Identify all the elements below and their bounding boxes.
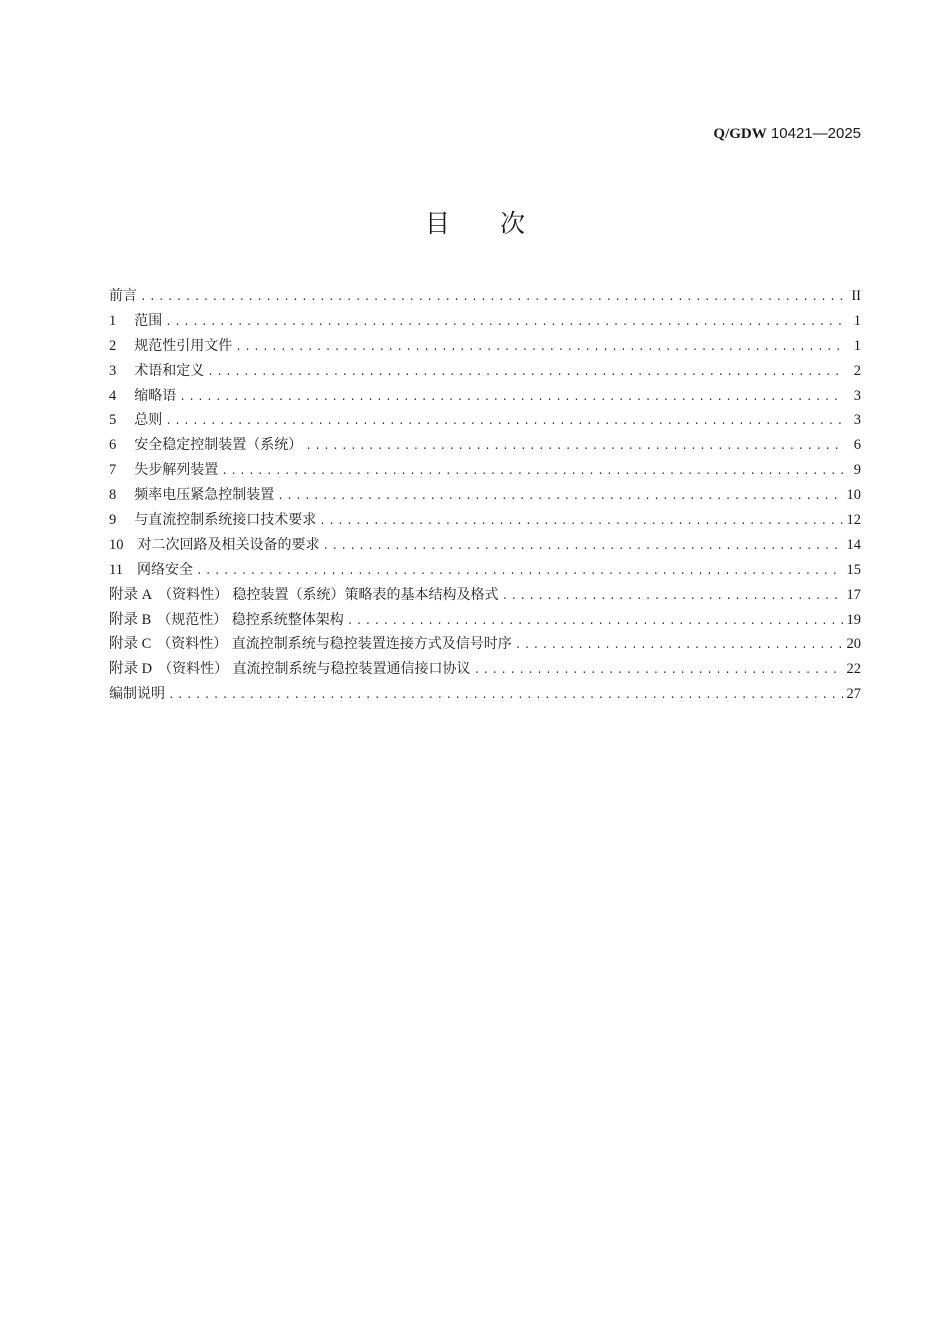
toc-entry-page: 22 (846, 661, 861, 678)
toc-entry-label: 与直流控制系统接口技术要求 (134, 512, 317, 529)
toc-entry[interactable] (109, 384, 861, 409)
toc-entry-number: 5 (109, 412, 117, 429)
toc-entry-page: 1 (853, 337, 861, 354)
toc-entry-label: 网络安全 (136, 561, 193, 578)
toc-entry[interactable] (109, 408, 861, 433)
standard-code-number: 10421—2025 (766, 125, 861, 142)
toc-dot-leader (305, 435, 843, 460)
toc-entry-page: 20 (846, 636, 861, 653)
toc-entry-page: 14 (846, 536, 861, 553)
toc-dot-leader (179, 386, 843, 411)
toc-entry-label: （资料性） 直流控制系统与稳控装置连接方式及信号时序 (157, 636, 512, 653)
toc-entry[interactable] (109, 657, 861, 682)
toc-dot-leader (235, 336, 843, 361)
toc-entry-number: 6 (109, 437, 117, 454)
toc-entry-number: 1 (109, 312, 117, 329)
toc-entry-label: 规范性引用文件 (134, 337, 233, 354)
toc-entry-number: 3 (109, 362, 117, 379)
toc-entry-number: 9 (109, 512, 117, 529)
toc-entry[interactable] (109, 483, 861, 508)
toc-entry-number: 7 (109, 462, 117, 479)
toc-entry-label: 前言 (109, 288, 137, 304)
toc-entry-number: 4 (109, 387, 117, 404)
standard-code (713, 124, 861, 143)
toc-dot-leader (221, 460, 843, 485)
toc-entry-page: II (851, 288, 861, 304)
toc-dot-leader (165, 311, 843, 336)
toc-entry-label: 缩略语 (134, 387, 177, 404)
toc-entry[interactable] (109, 558, 861, 583)
toc-entry[interactable] (109, 309, 861, 334)
toc-dot-leader (323, 535, 843, 560)
toc-entry[interactable] (109, 583, 861, 608)
toc-entry-label: 失步解列装置 (134, 462, 219, 479)
toc-entry-number: 附录 B (109, 611, 152, 628)
toc-dot-leader (347, 610, 843, 635)
toc-entry-label: （规范性） 稳控系统整体架构 (157, 611, 344, 628)
toc-dot-leader (502, 585, 843, 610)
toc-entry[interactable] (109, 284, 861, 309)
toc-dot-leader (319, 510, 842, 535)
toc-entry[interactable] (109, 359, 861, 384)
toc-entry-page: 17 (846, 586, 861, 603)
toc-entry[interactable] (109, 682, 861, 707)
toc-entry-page: 27 (846, 686, 861, 703)
toc-dot-leader (207, 361, 843, 386)
toc-entry-label: 对二次回路及相关设备的要求 (137, 536, 320, 553)
toc-dot-leader (168, 684, 843, 709)
toc-dot-leader (196, 560, 843, 585)
toc-dot-leader (515, 634, 843, 659)
toc-entry-page: 10 (846, 487, 861, 504)
toc-entry[interactable] (109, 632, 861, 657)
toc-entry-page: 6 (853, 437, 861, 454)
toc-entry-label: 编制说明 (109, 686, 165, 703)
toc-entry-label: 范围 (134, 312, 163, 329)
toc-dot-leader (474, 659, 843, 684)
toc-entry-page: 15 (846, 561, 861, 578)
toc-entry-page: 2 (853, 362, 861, 379)
toc-entry-number: 附录 C (109, 636, 152, 653)
toc-dot-leader (140, 286, 843, 311)
toc-entry[interactable] (109, 533, 861, 558)
toc-entry-number: 11 (109, 561, 123, 578)
toc-entry[interactable] (109, 458, 861, 483)
toc-entry[interactable] (109, 433, 861, 458)
toc-entry-label: 术语和定义 (134, 362, 205, 379)
toc-entry-label: 总则 (134, 412, 163, 429)
toc-entry-label: 安全稳定控制装置（系统） (134, 437, 303, 454)
toc-entry-page: 1 (853, 312, 861, 329)
toc-entry-page: 12 (846, 512, 861, 529)
toc-entry-number: 2 (109, 337, 117, 354)
toc-entry-page: 9 (853, 462, 861, 479)
toc-entry-number: 8 (109, 487, 117, 504)
toc-entry-label: 频率电压紧急控制装置 (134, 487, 275, 504)
toc-entry[interactable] (109, 334, 861, 359)
toc-entry-number: 10 (109, 536, 124, 553)
toc-entry-page: 19 (846, 611, 861, 628)
toc-entry-page: 3 (853, 387, 861, 404)
toc-title: 目次 (424, 209, 575, 238)
toc-dot-leader (277, 485, 842, 510)
standard-code-prefix: Q/GDW (713, 126, 767, 142)
toc-entry-label: （资料性） 直流控制系统与稳控装置通信接口协议 (158, 661, 471, 678)
toc-entry[interactable] (109, 608, 861, 633)
toc-entry-page: 3 (853, 412, 861, 429)
toc-entry[interactable] (109, 508, 861, 533)
table-of-contents (109, 284, 861, 707)
toc-dot-leader (165, 410, 843, 435)
toc-entry-label: （资料性） 稳控装置（系统）策略表的基本结构及格式 (158, 586, 499, 603)
toc-entry-number: 附录 D (109, 661, 153, 678)
toc-entry-number: 附录 A (109, 586, 153, 603)
